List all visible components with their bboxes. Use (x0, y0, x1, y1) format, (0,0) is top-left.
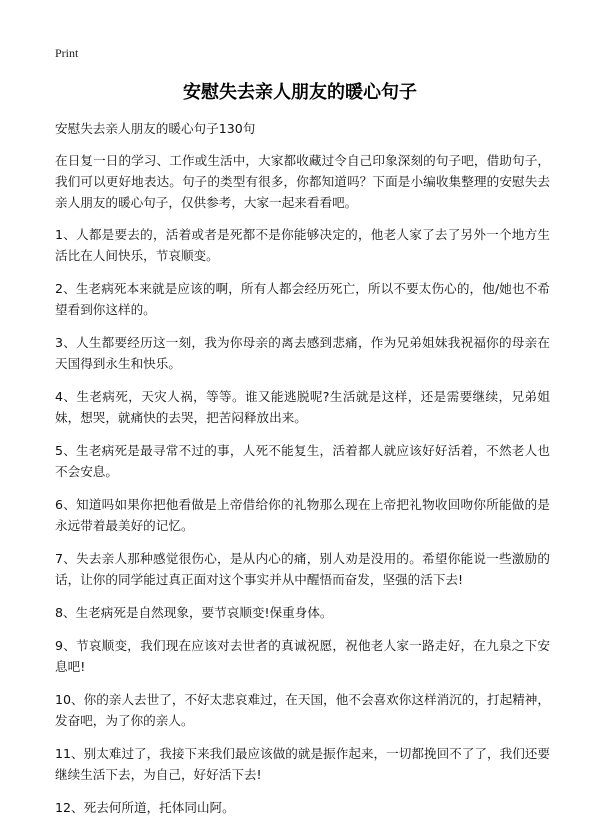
print-link[interactable]: Print (55, 46, 79, 60)
list-item: 2、生老病死本来就是应该的啊，所有人都会经历死亡，所以不要太伤心的，他/她也不希望看到你这样的。 (55, 281, 550, 317)
list-item: 12、死去何所道，托体同山阿。 (55, 800, 235, 815)
list-item: 3、人生都要经历这一刻，我为你母亲的离去感到悲痛，作为兄弟姐妹我祝福你的母亲在天国得到永生和快乐。 (55, 335, 550, 371)
list-item: 7、失去亲人那种感觉很伤心，是从内心的痛，别人劝是没用的。希望你能说一些激励的话，让你的同学能过真正面对这个事实并从中醒悟而奋发，坚强的活下去! (55, 551, 550, 587)
article-title: 安慰失去亲人朋友的暖心句子 (183, 82, 417, 103)
list-item: 5、生老病死是最寻常不过的事，人死不能复生，活着都人就应该好好活着，不然老人也不会安息。 (55, 443, 550, 479)
list-item: 11、别太难过了，我接下来我们最应该做的就是振作起来，一切都挽回不了了，我们还要继续生活下去，为自己，好好活下去! (55, 746, 550, 782)
article-subtitle: 安慰失去亲人朋友的暖心句子130句 (55, 121, 256, 136)
list-item: 9、节哀顺变，我们现在应该对去世者的真诚祝愿，祝他老人家一路走好，在九泉之下安息吧! (55, 638, 550, 674)
list-item: 4、生老病死，天灾人祸，等等。谁又能逃脱呢?生活就是这样，还是需要继续，兄弟姐妹，想哭，就痛快的去哭，把苦闷释放出来。 (55, 389, 550, 425)
list-item: 6、知道吗如果你把他看做是上帝借给你的礼物那么现在上帝把礼物收回吻你所能做的是永远带着最美好的记忆。 (55, 497, 550, 533)
list-item: 10、你的亲人去世了，不好太悲哀难过，在天国，他不会喜欢你这样消沉的，打起精神，发奋吧，为了你的亲人。 (55, 692, 550, 728)
list-item: 8、生老病死是自然现象，要节哀顺变!保重身体。 (55, 605, 333, 620)
intro-paragraph: 在日复一日的学习、工作或生活中，大家都收藏过令自己印象深刻的句子吧，借助句子，我们可以更好地表达。句子的类型有很多，你都知道吗？下面是小编收集整理的安慰失去亲人朋友的暖心句子，仅供参考，大家一起来看看吧。 (55, 153, 550, 210)
list-item: 1、人都是要去的，活着或者是死都不是你能够决定的，他老人家了去了另外一个地方生活比在人间快乐，节哀顺变。 (55, 227, 550, 263)
article-body (55, 118, 550, 830)
